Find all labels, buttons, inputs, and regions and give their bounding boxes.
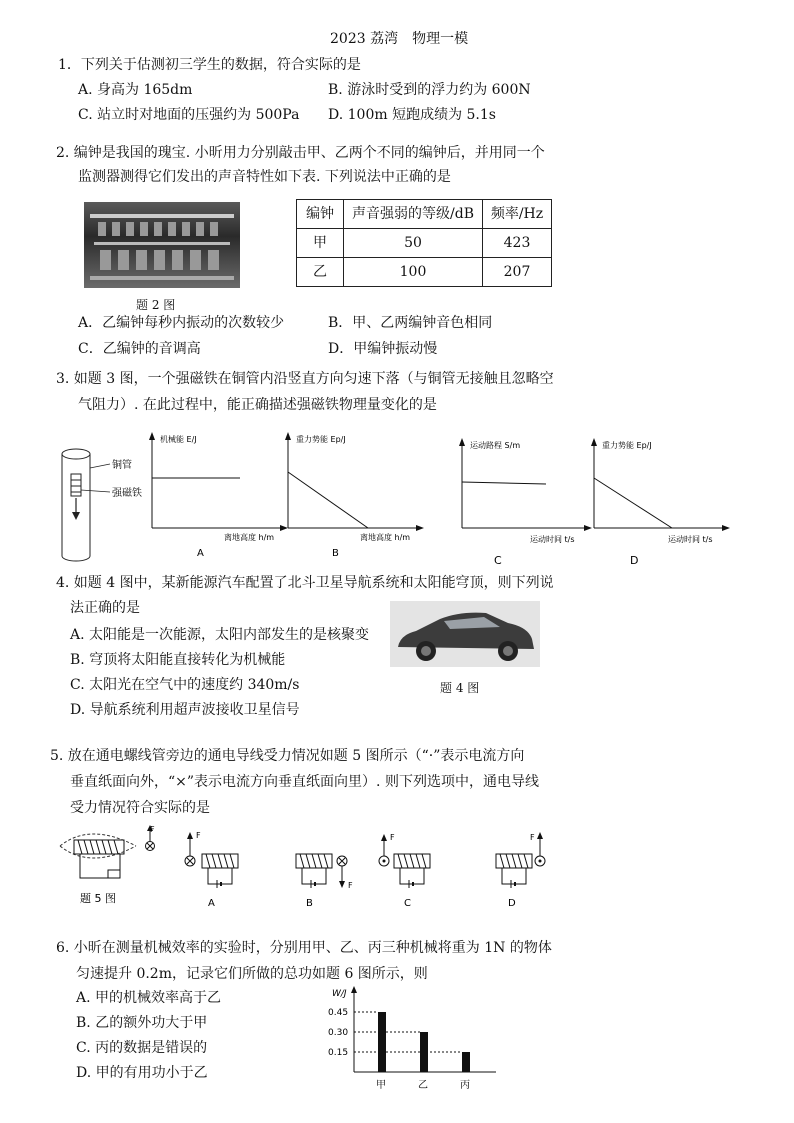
- q3-graph-b: [285, 432, 424, 559]
- bianzhong-photo: [84, 202, 240, 288]
- table-header: 编钟: [297, 200, 344, 229]
- graph-a-ylabel: 机械能 E/J: [160, 435, 197, 444]
- copper-tube-drawing: [62, 449, 110, 561]
- chart-marks: [328, 1008, 470, 1091]
- q6-bar-chart: [320, 982, 510, 1094]
- car-photo: [390, 601, 540, 667]
- q2-table: [296, 199, 552, 287]
- graph-a-option: A: [197, 548, 204, 559]
- chart-y-label: W/J: [332, 989, 347, 999]
- q2-stem-line2: 监测器测得它们发出的声音特性如下表. 下列说法中正确的是: [78, 169, 451, 185]
- graph-b-ylabel: 重力势能 Ep/J: [296, 435, 346, 444]
- q5-figure-caption: 题 5 图: [80, 892, 116, 905]
- q5-stem-line2: 垂直纸面向外，“×”表示电流方向垂直纸面向里）. 则下列选项中，通电导线: [70, 774, 539, 790]
- q4-option-d: D. 导航系统利用超声波接收卫星信号: [70, 702, 300, 718]
- q5-option-b-label: B: [306, 898, 313, 909]
- table-cell: 甲: [297, 229, 344, 258]
- q3-stem-line1: 3. 如题 3 图，一个强磁铁在铜管内沿竖直方向匀速下落（与铜管无接触且忽略空: [56, 371, 554, 387]
- q6-option-a: A. 甲的机械效率高于乙: [76, 990, 222, 1006]
- graph-c-xlabel: 运动时间 t/s: [530, 535, 575, 544]
- graph-b-option: B: [332, 548, 339, 559]
- table-header-row: [297, 200, 552, 229]
- q2-option-c: C．乙编钟的音调高: [78, 341, 201, 357]
- q5-stem-line1: 5. 放在通电螺线管旁边的通电导线受力情况如题 5 图所示（“·”表示电流方向: [50, 748, 525, 764]
- table-cell: 乙: [297, 258, 344, 287]
- graph-a-xlabel: 离地高度 h/m: [224, 533, 275, 542]
- graph-c-line: [462, 482, 546, 484]
- q2-option-d: D．甲编钟振动慢: [328, 341, 438, 357]
- table-cell: 50: [344, 229, 483, 258]
- chart-y-arrow: [351, 986, 357, 993]
- bar-3: [462, 1052, 470, 1072]
- graph-b-line: [288, 472, 368, 528]
- graph-b-xlabel: 离地高度 h/m: [360, 533, 411, 542]
- q3-graph-a: [149, 432, 288, 559]
- table-row: [297, 258, 552, 287]
- q5-option-b-diagram: [296, 854, 347, 888]
- q6-option-d: D. 甲的有用功小于乙: [76, 1065, 208, 1081]
- x-category-label: 乙: [418, 1080, 428, 1091]
- graph-c-option: C: [494, 554, 502, 567]
- q5-d-force-label: F: [530, 833, 535, 842]
- q5-a-force-label: F: [196, 831, 201, 840]
- q5-b-force-label: F: [348, 881, 353, 890]
- graph-c-ylabel: 运动路程 S/m: [470, 441, 521, 450]
- q5-stem-line3: 受力情况符合实际的是: [70, 800, 210, 816]
- q2-figure-caption: 题 2 图: [136, 298, 176, 312]
- q5-option-c-diagram: [379, 834, 430, 888]
- y-tick-label: 0.45: [328, 1008, 349, 1018]
- graph-d-line: [594, 478, 672, 528]
- y-tick-label: 0.15: [328, 1048, 349, 1058]
- q5-option-a-label: A: [208, 898, 215, 909]
- table-cell: 100: [344, 258, 483, 287]
- table-cell: 423: [483, 229, 552, 258]
- x-category-label: 甲: [376, 1080, 386, 1091]
- q2-option-b: B．甲、乙两编钟音色相同: [328, 315, 493, 331]
- q1-option-a: A. 身高为 165dm: [78, 82, 193, 98]
- graph-d-ylabel: 重力势能 Ep/J: [602, 441, 652, 450]
- magnet-label: 强磁铁: [112, 488, 142, 499]
- tube-label: 铜管: [112, 460, 132, 471]
- q6-stem-line1: 6. 小昕在测量机械效率的实验时，分别用甲、乙、丙三种机械将重为 1N 的物体: [56, 940, 552, 956]
- q1-option-c: C. 站立时对地面的压强约为 500Pa: [78, 107, 300, 123]
- table-cell: 207: [483, 258, 552, 287]
- graph-d-xlabel: 运动时间 t/s: [668, 535, 713, 544]
- q4-figure-caption: 题 4 图: [440, 681, 480, 695]
- bianzhong-illustration: [84, 202, 240, 288]
- q3-stem-line2: 气阻力）. 在此过程中，能正确描述强磁铁物理量变化的是: [78, 397, 437, 413]
- q5-reference-figure: [60, 825, 155, 878]
- y-tick-label: 0.30: [328, 1028, 349, 1038]
- graph-d-option: D: [630, 554, 639, 567]
- table-header: 声音强弱的等级/dB: [344, 200, 483, 229]
- q4-option-a: A. 太阳能是一次能源，太阳内部发生的是核聚变: [70, 627, 370, 643]
- q5-figure: [50, 824, 570, 914]
- x-category-label: 丙: [460, 1080, 470, 1091]
- q1-option-d: D. 100m 短跑成绩为 5.1s: [328, 107, 496, 123]
- q6-option-b: B. 乙的额外功大于甲: [76, 1015, 208, 1031]
- q4-option-b: B. 穹顶将太阳能直接转化为机械能: [70, 652, 286, 668]
- page-header: 2023 荔湾 物理一模: [330, 31, 469, 47]
- q1-option-b: B. 游泳时受到的浮力约为 600N: [328, 82, 531, 98]
- q1-stem: 1．下列关于估测初三学生的数据，符合实际的是: [58, 57, 361, 73]
- q4-stem-line2: 法正确的是: [70, 600, 140, 616]
- q5-option-c-label: C: [404, 898, 411, 909]
- q4-option-c: C. 太阳光在空气中的速度约 340m/s: [70, 677, 300, 693]
- q5-option-a-diagram: [185, 832, 238, 888]
- table-row: [297, 229, 552, 258]
- table-header: 频率/Hz: [483, 200, 552, 229]
- q5-c-force-label: F: [390, 833, 395, 842]
- bar-1: [378, 1012, 386, 1072]
- q5-ref-force-label: F: [150, 825, 155, 834]
- q5-option-d-diagram: [496, 832, 545, 888]
- q2-stem-line1: 2. 编钟是我国的瑰宝. 小昕用力分别敲击甲、乙两个不同的编钟后，并用同一个: [56, 145, 545, 161]
- q2-option-a: A．乙编钟每秒内振动的次数较少: [78, 315, 285, 331]
- q3-figure: [50, 428, 790, 572]
- q6-option-c: C. 丙的数据是错误的: [76, 1040, 208, 1056]
- q3-graph-c: [459, 438, 592, 567]
- q6-stem-line2: 匀速提升 0.2m，记录它们所做的总功如题 6 图所示，则: [76, 966, 428, 982]
- q5-option-d-label: D: [508, 898, 516, 909]
- q4-stem-line1: 4. 如题 4 图中，某新能源汽车配置了北斗卫星导航系统和太阳能穹顶，则下列说: [56, 575, 554, 591]
- q3-graph-d: [591, 438, 730, 567]
